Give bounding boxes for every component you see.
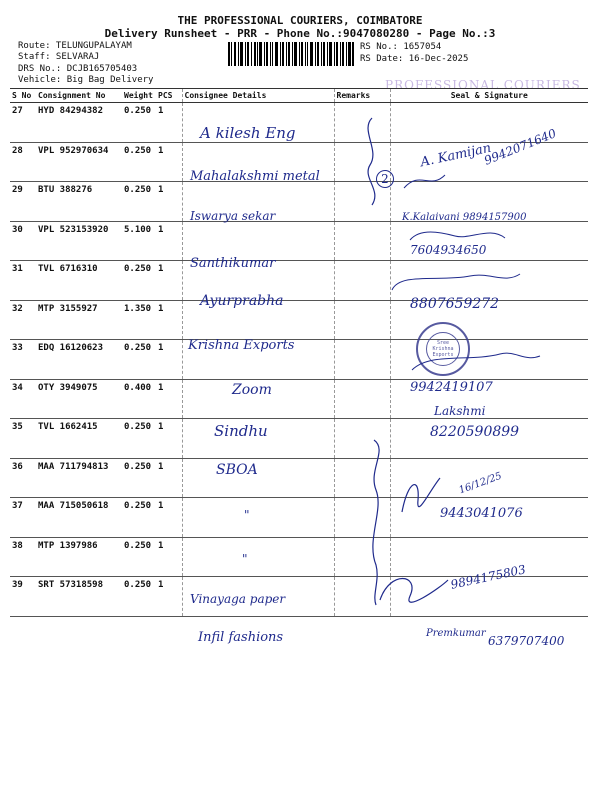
cell-pcs: 1 bbox=[156, 300, 182, 340]
cell-sno: 36 bbox=[10, 458, 36, 498]
cell-sno: 33 bbox=[10, 340, 36, 380]
hw-signature-34: Lakshmi bbox=[434, 404, 486, 418]
rs-date: RS Date: 16-Dec-2025 bbox=[360, 54, 469, 64]
hw-consignee-33: Zoom bbox=[232, 382, 272, 398]
drs-label: DRS No.: DCJB165705403 bbox=[18, 64, 138, 74]
company-title: THE PROFESSIONAL COURIERS, COIMBATORE bbox=[177, 14, 423, 27]
hw-phone-30: 7604934650 bbox=[410, 243, 487, 257]
cell-consignment: SRT 57318598 bbox=[36, 577, 122, 617]
cell-weight: 0.250 bbox=[122, 182, 156, 222]
cell-sno: 31 bbox=[10, 261, 36, 301]
cell-pcs: 1 bbox=[156, 221, 182, 261]
cell-consignment: OTY 3949075 bbox=[36, 379, 122, 419]
cell-consignment: VPL 523153920 bbox=[36, 221, 122, 261]
cell-pcs: 1 bbox=[156, 537, 182, 577]
hw-consignee-32: Krishna Exports bbox=[188, 338, 295, 353]
cell-weight: 0.400 bbox=[122, 379, 156, 419]
hw-consignee-27: A kilesh Eng bbox=[200, 124, 296, 142]
hw-phone-28: 9942071640 bbox=[482, 126, 559, 168]
cell-weight: 0.250 bbox=[122, 577, 156, 617]
bracket-mark-top bbox=[368, 118, 375, 205]
cell-sno: 37 bbox=[10, 498, 36, 538]
cell-pcs: 1 bbox=[156, 458, 182, 498]
rs-number: RS No.: 1657054 bbox=[360, 42, 442, 52]
cell-weight: 5.100 bbox=[122, 221, 156, 261]
hw-consignee-39: Infil fashions bbox=[198, 630, 284, 645]
hw-phone-33: 9942419107 bbox=[410, 380, 493, 395]
faded-stamp: PROFESSIONAL COURIERS bbox=[385, 78, 581, 92]
cell-consignment: VPL 952970634 bbox=[36, 142, 122, 182]
col-remarks: Remarks bbox=[334, 89, 390, 103]
cell-weight: 0.250 bbox=[122, 142, 156, 182]
hw-date-36: 16/12/25 bbox=[457, 470, 504, 497]
col-consignment: Consignment No bbox=[36, 89, 122, 103]
cell-sno: 39 bbox=[10, 577, 36, 617]
col-sno: S No bbox=[10, 89, 36, 103]
cell-consignment: BTU 388276 bbox=[36, 182, 122, 222]
hw-signature-29: K.Kalaivani 9894157900 bbox=[402, 212, 527, 223]
col-pcs: PCS bbox=[156, 89, 182, 103]
signature-scribble-31 bbox=[392, 274, 520, 290]
hw-signature-39: Premkumar bbox=[426, 628, 486, 639]
cell-pcs: 1 bbox=[156, 142, 182, 182]
cell-pcs: 1 bbox=[156, 182, 182, 222]
cell-sno: 29 bbox=[10, 182, 36, 222]
hw-remark-circle: 2 bbox=[376, 170, 394, 188]
cell-pcs: 1 bbox=[156, 103, 182, 143]
cell-sno: 28 bbox=[10, 142, 36, 182]
cell-sno: 34 bbox=[10, 379, 36, 419]
staff-label: Staff: SELVARAJ bbox=[18, 52, 100, 62]
hw-signature-28: A. Kamijan bbox=[419, 140, 493, 171]
cell-consignment: EDQ 16120623 bbox=[36, 340, 122, 380]
cell-weight: 0.250 bbox=[122, 537, 156, 577]
cell-pcs: 1 bbox=[156, 577, 182, 617]
col-consignee: Consignee Details bbox=[182, 89, 334, 103]
cell-consignment: TVL 6716310 bbox=[36, 261, 122, 301]
signature-scribble-36 bbox=[402, 478, 440, 512]
cell-weight: 0.250 bbox=[122, 103, 156, 143]
cell-weight: 0.250 bbox=[122, 458, 156, 498]
signature-scribble-38 bbox=[380, 579, 448, 603]
cell-weight: 1.350 bbox=[122, 300, 156, 340]
cell-pcs: 1 bbox=[156, 379, 182, 419]
cell-sno: 32 bbox=[10, 300, 36, 340]
cell-pcs: 1 bbox=[156, 261, 182, 301]
col-seal: Seal & Signature bbox=[390, 89, 588, 103]
cell-consignment: HYD 84294382 bbox=[36, 103, 122, 143]
seal-text: Sree Krishna Exports bbox=[426, 332, 460, 366]
signature-scribble-28 bbox=[404, 175, 445, 188]
hw-consignee-34: Sindhu bbox=[214, 422, 268, 440]
hw-consignee-31: Ayurprabha bbox=[200, 293, 284, 309]
cell-sno: 27 bbox=[10, 103, 36, 143]
cell-consignment: MTP 1397986 bbox=[36, 537, 122, 577]
hw-phone-36: 9443041076 bbox=[440, 506, 523, 521]
hw-consignee-38: Vinayaga paper bbox=[190, 592, 286, 606]
cell-sno: 35 bbox=[10, 419, 36, 459]
cell-pcs: 1 bbox=[156, 498, 182, 538]
cell-consignment: TVL 1662415 bbox=[36, 419, 122, 459]
hw-phone-34: 8220590899 bbox=[430, 424, 520, 440]
vehicle-label: Vehicle: Big Bag Delivery bbox=[18, 75, 154, 85]
cell-weight: 0.250 bbox=[122, 498, 156, 538]
cell-sno: 38 bbox=[10, 537, 36, 577]
hw-consignee-29: Iswarya sekar bbox=[190, 209, 276, 223]
cell-pcs: 1 bbox=[156, 340, 182, 380]
hw-consignee-36: " bbox=[244, 508, 250, 522]
hw-consignee-30: Santhikumar bbox=[190, 256, 276, 271]
route-label: Route: TELUNGUPALAYAM bbox=[18, 41, 132, 51]
cell-pcs: 1 bbox=[156, 419, 182, 459]
hw-consignee-28: Mahalakshmi metal bbox=[190, 169, 320, 184]
cell-consignment: MTP 3155927 bbox=[36, 300, 122, 340]
cell-weight: 0.250 bbox=[122, 340, 156, 380]
cell-weight: 0.250 bbox=[122, 261, 156, 301]
cell-weight: 0.250 bbox=[122, 419, 156, 459]
signature-scribble-33 bbox=[412, 353, 540, 370]
hw-consignee-35: SBOA bbox=[216, 462, 258, 478]
hw-consignee-37: " bbox=[242, 552, 248, 566]
runsheet-title: Delivery Runsheet - PRR - Phone No.:9047080280 - Page No.:3 bbox=[104, 27, 496, 40]
cell-sno: 30 bbox=[10, 221, 36, 261]
hw-phone-38: 9894175803 bbox=[449, 562, 527, 592]
hw-phone-39: 6379707400 bbox=[488, 634, 565, 648]
signature-scribble-30 bbox=[410, 232, 505, 240]
bracket-mark-bottom bbox=[373, 440, 379, 605]
col-weight: Weight bbox=[122, 89, 156, 103]
cell-consignment: MAA 711794813 bbox=[36, 458, 122, 498]
hw-phone-31: 8807659272 bbox=[410, 296, 500, 312]
cell-consignment: MAA 715050618 bbox=[36, 498, 122, 538]
